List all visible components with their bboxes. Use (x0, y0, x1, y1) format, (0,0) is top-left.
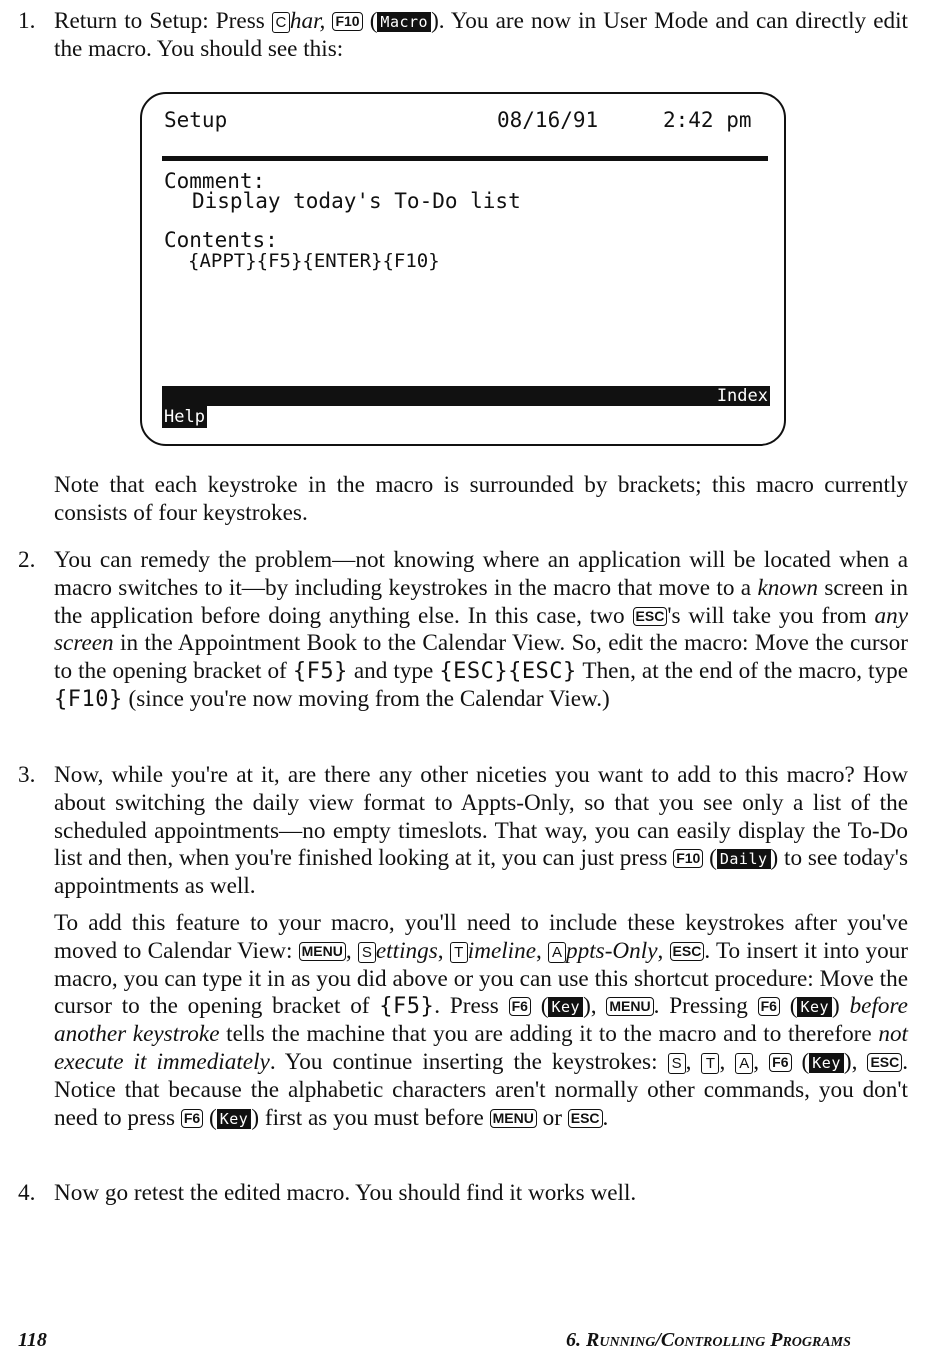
item-text: Return to Setup: Press C har, F10 ( Macro ). You are now in User Mode and can directly edit the macro. You should see this: (54, 8, 908, 62)
index-label: Index (716, 386, 768, 406)
screen-time: 2:42 pm (663, 108, 752, 132)
item-number: 2. (18, 547, 36, 573)
code-f5: {F5} (292, 659, 348, 685)
key-esc: ESC (568, 1109, 603, 1128)
key-f6: F6 (769, 1053, 791, 1072)
softkey-key: Key (217, 1109, 252, 1129)
item-text: You can remedy the problem—not knowing where an application will be located when a macro switches to it—by including keystrokes in the macro that move to a known screen in the application before doing anything else. In this case, two ESC 's will take you from any screen in the Appointment Book to the Calendar View. So, edit the macro: Move the cursor to the opening bracket of {F5} and type {ESC}{ESC} Then, at the end of the macro, type {F10} (since you're now moving from the Calendar View.) (54, 547, 908, 712)
item-text (54, 762, 908, 1132)
page-number: 118 (18, 1329, 47, 1351)
list-item-3 (18, 762, 908, 1132)
key-menu: MENU (606, 997, 653, 1016)
key-t: T (701, 1053, 719, 1074)
softkey-key: Key (809, 1053, 844, 1073)
code-esc-esc: {ESC}{ESC} (439, 659, 577, 685)
help-label: Help (164, 407, 205, 427)
code-f10: {F10} (54, 686, 123, 712)
item-number: 3. (18, 762, 36, 788)
key-menu: MENU (490, 1109, 537, 1128)
key-f10: F10 (673, 849, 703, 868)
item-number: 4. (18, 1180, 36, 1206)
key-c: C (272, 12, 290, 33)
list-item-2 (18, 547, 908, 714)
contents-value: {APPT}{F5}{ENTER}{F10} (188, 250, 440, 272)
code-f5: {F5} (379, 994, 435, 1020)
note-paragraph: Note that each keystroke in the macro is surrounded by brackets; this macro currently consists of four keystrokes. (54, 472, 908, 526)
function-key-bar (162, 386, 770, 406)
item3-paragraph-2: To add this feature to your macro, you'll need to include these keystrokes after you've moved to Calendar View: MENU , S ettings, T imeline, A ppts-Only, ESC . To insert it into your macro, you can type it in as you did above or you can use this shortcut procedure: Move the cursor to the opening bracket of {F5}. Press F6 ( Key ), MENU . Pressing F6 ( Key ) before another keystroke tells the machine that you are adding it to the macro and to therefore not execute it immediately. You continue inserting the keystrokes: S , T , A , F6 ( Key ), ESC . Notice that because the alphabetic characters aren't normally other commands, you don't need to press F6 ( Key ) first as you must before MENU or ESC . (54, 909, 909, 1131)
key-s: S (668, 1053, 686, 1074)
comment-label: Comment: (164, 169, 266, 193)
key-f6: F6 (758, 997, 780, 1016)
item3-paragraph-1: Now, while you're at it, are there any other niceties you want to add to this macro? How about switching the daily view format to Appts-Only, so that you see only a list of the scheduled appointments—no empty timeslots. That way, you can easily display the To-Do list and then, when you're finished looking at it, you can just press F10 ( Daily ) to see today's appointments as well. (54, 762, 908, 900)
key-esc: ESC (670, 942, 705, 961)
key-a: A (548, 942, 566, 963)
softkey-daily: Daily (717, 849, 771, 869)
key-esc: ESC (633, 607, 668, 626)
key-f6: F6 (181, 1109, 203, 1128)
key-f6: F6 (509, 997, 531, 1016)
item-number: 1. (18, 8, 36, 34)
comment-value: Display today's To-Do list (192, 189, 521, 213)
key-f10: F10 (332, 12, 362, 31)
setup-screen (140, 92, 786, 446)
item-text: Now go retest the edited macro. You should find it works well. (54, 1180, 637, 1206)
key-s: S (358, 942, 376, 963)
key-menu: MENU (299, 942, 346, 961)
softkey-key: Key (548, 997, 583, 1017)
list-item-1 (18, 8, 908, 64)
chapter-title: 6. Running/Controlling Programs (566, 1329, 851, 1351)
screen-title: Setup (164, 108, 228, 132)
key-t: T (450, 942, 468, 963)
list-item-4 (18, 1180, 908, 1208)
contents-label: Contents: (164, 228, 278, 252)
screen-divider (162, 156, 768, 161)
softkey-macro: Macro (377, 12, 431, 32)
key-esc: ESC (867, 1053, 902, 1072)
softkey-key: Key (797, 997, 832, 1017)
key-a: A (735, 1053, 753, 1074)
screen-date: 08/16/91 (497, 108, 599, 132)
